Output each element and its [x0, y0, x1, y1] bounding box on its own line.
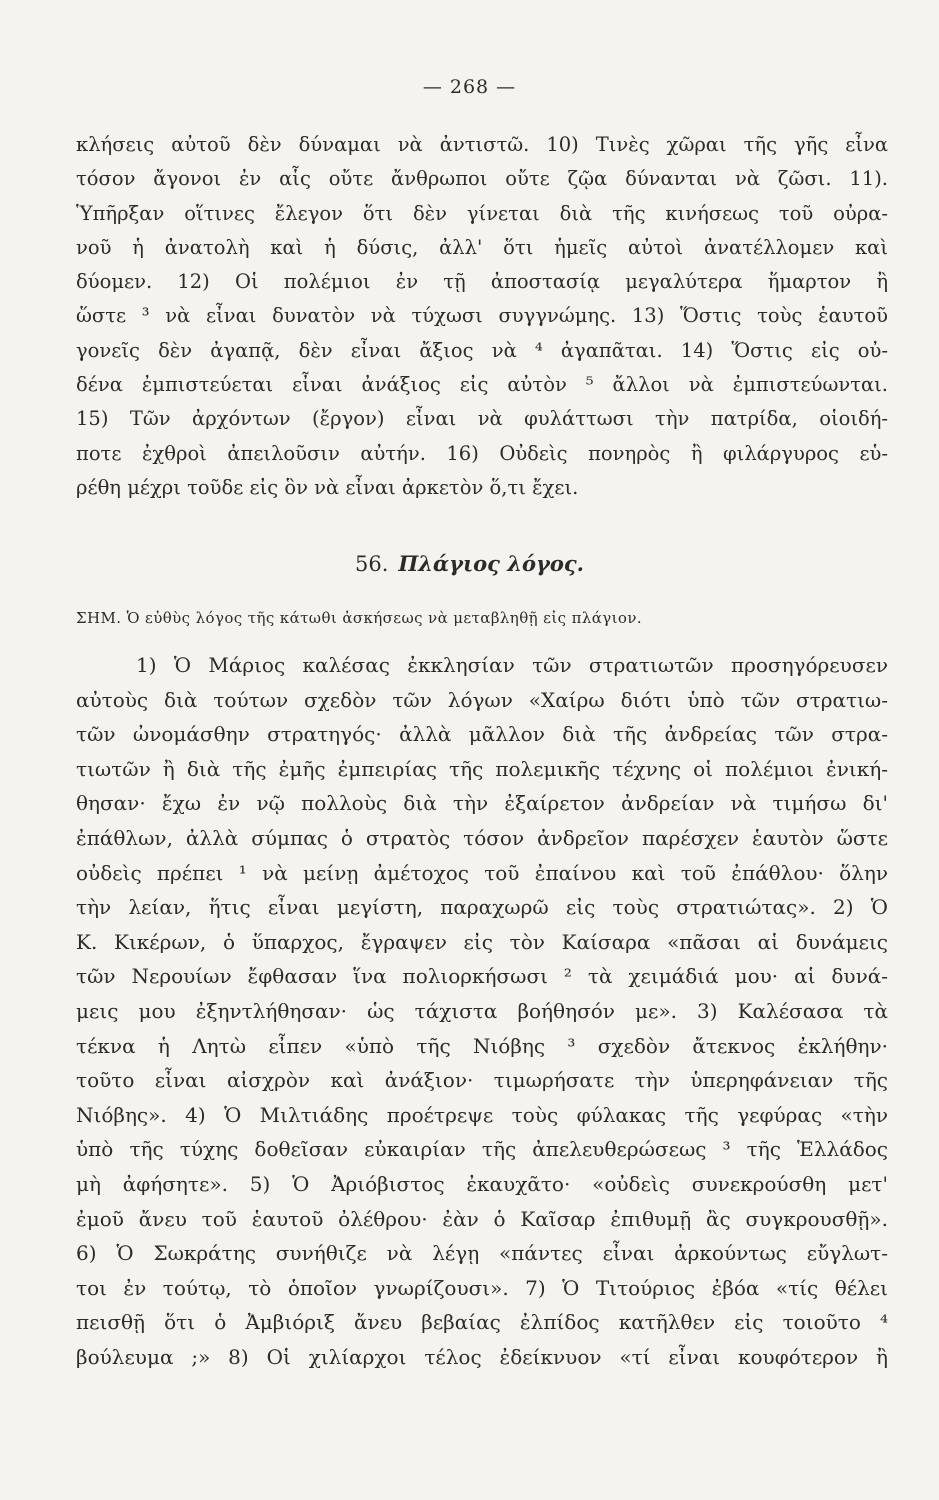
- text-line: κλήσεις αὐτοῦ δὲν δύναμαι νὰ ἀντιστῶ. 10) Τινὲς χῶραι τῆς γῆς εἶνα: [76, 133, 888, 156]
- paragraph-top: [76, 128, 888, 505]
- text-line: Ὑπῆρξαν οἵτινες ἔλεγον ὅτι δὲν γίνεται διὰ τῆς κινήσεως τοῦ οὐρα-: [76, 201, 888, 225]
- text-line: τόσον ἄγονοι ἐν αἷς οὔτε ἄνθρωποι οὔτε ζῷα δύνανται νὰ ζῶσι. 11).: [76, 167, 888, 191]
- text-line: βούλευμα ;» 8) Οἱ χιλίαρχοι τέλος ἐδείκνυον «τί εἶναι κουφότερον ἢ: [76, 1344, 888, 1369]
- text-line: Κ. Κικέρων, ὁ ὕπαρχος, ἔγραψεν εἰς τὸν Καίσαρα «πᾶσαι αἱ δυνάμεις: [76, 929, 888, 954]
- text-line: τοῦτο εἶναι αἰσχρὸν καὶ ἀνάξιον· τιμωρήσατε τὴν ὑπερηφάνειαν τῆς: [76, 1068, 888, 1093]
- text-line: γονεῖς δὲν ἀγαπᾷ, δὲν εἶναι ἄξιος νὰ ⁴ ἀγαπᾶται. 14) Ὅστις εἰς οὐ-: [76, 338, 888, 362]
- text-line: ὑπὸ τῆς τύχης δοθεῖσαν εὐκαιρίαν τῆς ἀπελευθερώσεως ³ τῆς Ἑλλάδος: [76, 1137, 888, 1162]
- text-line: θησαν· ἔχω ἐν νῷ πολλοὺς διὰ τὴν ἐξαίρετον ἀνδρείαν νὰ τιμήσω δι': [76, 791, 888, 816]
- text-line: τῶν ὠνομάσθην στρατηγός· ἀλλὰ μᾶλλον διὰ τῆς ἀνδρείας τῶν στρα-: [76, 722, 888, 747]
- text-line: τῶν Νερουίων ἔφθασαν ἵνα πολιορκήσωσι ² τὰ χειμάδιά μου· αἱ δυνά-: [76, 964, 888, 989]
- text-line: ἐπάθλων, ἀλλὰ σύμπας ὁ στρατὸς τόσον ἀνδρεῖον παρέσχεν ἑαυτὸν ὥστε: [76, 825, 888, 850]
- section-note: ΣΗΜ. Ὁ εὐθὺς λόγος τῆς κάτωθι ἀσκήσεως νὰ μεταβληθῇ εἰς πλάγιον.: [76, 609, 643, 627]
- text-line: 6) Ὁ Σωκράτης συνήθιζε νὰ λέγῃ «πάντες εἶναι ἀρκούντως εὔγλωτ-: [76, 1241, 888, 1266]
- page-number: — 268 —: [422, 76, 517, 98]
- text-line: τιωτῶν ἢ διὰ τῆς ἐμῆς ἐμπειρίας τῆς πολεμικῆς τέχνης οἱ πολέμιοι ἐνική-: [76, 756, 888, 781]
- text-line: 15) Τῶν ἀρχόντων (ἔργον) εἶναι νὰ φυλάττωσι τὴν πατρίδα, οἱοιδή-: [76, 407, 888, 431]
- section-title: Πλάγιος λόγος.: [398, 551, 584, 576]
- text-line: τὴν λείαν, ἥτις εἶναι μεγίστη, παραχωρῶ εἰς τοὺς στρατιώτας». 2) Ὁ: [76, 895, 888, 920]
- text-line: ρέθη μέχρι τοῦδε εἰς ὃν νὰ εἶναι ἀρκετὸν ὅ,τι ἔχει.: [76, 475, 579, 499]
- text-line: μὴ ἀφήσητε». 5) Ὁ Ἀριόβιστος ἐκαυχᾶτο· «οὐδεὶς συνεκρούσθη μετ': [76, 1171, 888, 1196]
- text-line: δένα ἐμπιστεύεται εἶναι ἀνάξιος εἰς αὐτὸν ⁵ ἄλλοι νὰ ἐμπιστεύωνται.: [76, 373, 888, 397]
- text-line: ποτε ἐχθροὶ ἀπειλοῦσιν αὐτήν. 16) Οὐδεὶς πονηρὸς ἢ φιλάργυρος εὑ-: [76, 441, 888, 465]
- text-line: ἐμοῦ ἄνευ τοῦ ἑαυτοῦ ὀλέθρου· ἐὰν ὁ Καῖσαρ ἐπιθυμῇ ἂς συγκρουσθῇ».: [76, 1206, 888, 1231]
- text-line: δύομεν. 12) Οἱ πολέμιοι ἐν τῇ ἀποστασίᾳ μεγαλύτερα ἥμαρτον ἢ: [76, 270, 888, 294]
- text-line: 1) Ὁ Μάριος καλέσας ἐκκλησίαν τῶν στρατιωτῶν προσηγόρευσεν: [136, 653, 888, 677]
- text-line: μεις μου ἐξηντλήθησαν· ὡς τάχιστα βοήθησόν με». 3) Καλέσασα τὰ: [76, 998, 888, 1023]
- text-line: τοι ἐν τούτῳ, τὸ ὁποῖον γνωρίζουσι». 7) Ὁ Τιτούριος ἐβόα «τίς θέλει: [76, 1275, 888, 1300]
- text-line: οὐδεὶς πρέπει ¹ νὰ μείνῃ ἀμέτοχος τοῦ ἐπαίνου καὶ τοῦ ἐπάθλου· ὅλην: [76, 860, 888, 885]
- text-line: Νιόβης». 4) Ὁ Μιλτιάδης προέτρεψε τοὺς φύλακας τῆς γεφύρας «τὴν: [76, 1102, 888, 1127]
- section-number: 56.: [355, 552, 389, 576]
- text-line: τέκνα ἡ Λητὼ εἶπεν «ὑπὸ τῆς Νιόβης ³ σχεδὸν ἄτεκνος ἐκλήθην·: [76, 1033, 888, 1058]
- text-line: αὐτοὺς διὰ τούτων σχεδὸν τῶν λόγων «Χαίρω διότι ὑπὸ τῶν στρατιω-: [76, 687, 888, 712]
- text-line: νοῦ ἡ ἀνατολὴ καὶ ἡ δύσις, ἀλλ' ὅτι ἡμεῖς αὐτοὶ ἀνατέλλομεν καὶ: [76, 235, 888, 259]
- text-line: ὥστε ³ νὰ εἶναι δυνατὸν νὰ τύχωσι συγγνώμης. 13) Ὅστις τοὺς ἑαυτοῦ: [76, 304, 888, 328]
- text-line: πεισθῇ ὅτι ὁ Ἀμβιόριξ ἄνευ βεβαίας ἐλπίδος κατῆλθεν εἰς τοιοῦτο ⁴: [76, 1310, 888, 1335]
- section-heading: [0, 551, 939, 576]
- paragraph-main: [76, 648, 888, 1374]
